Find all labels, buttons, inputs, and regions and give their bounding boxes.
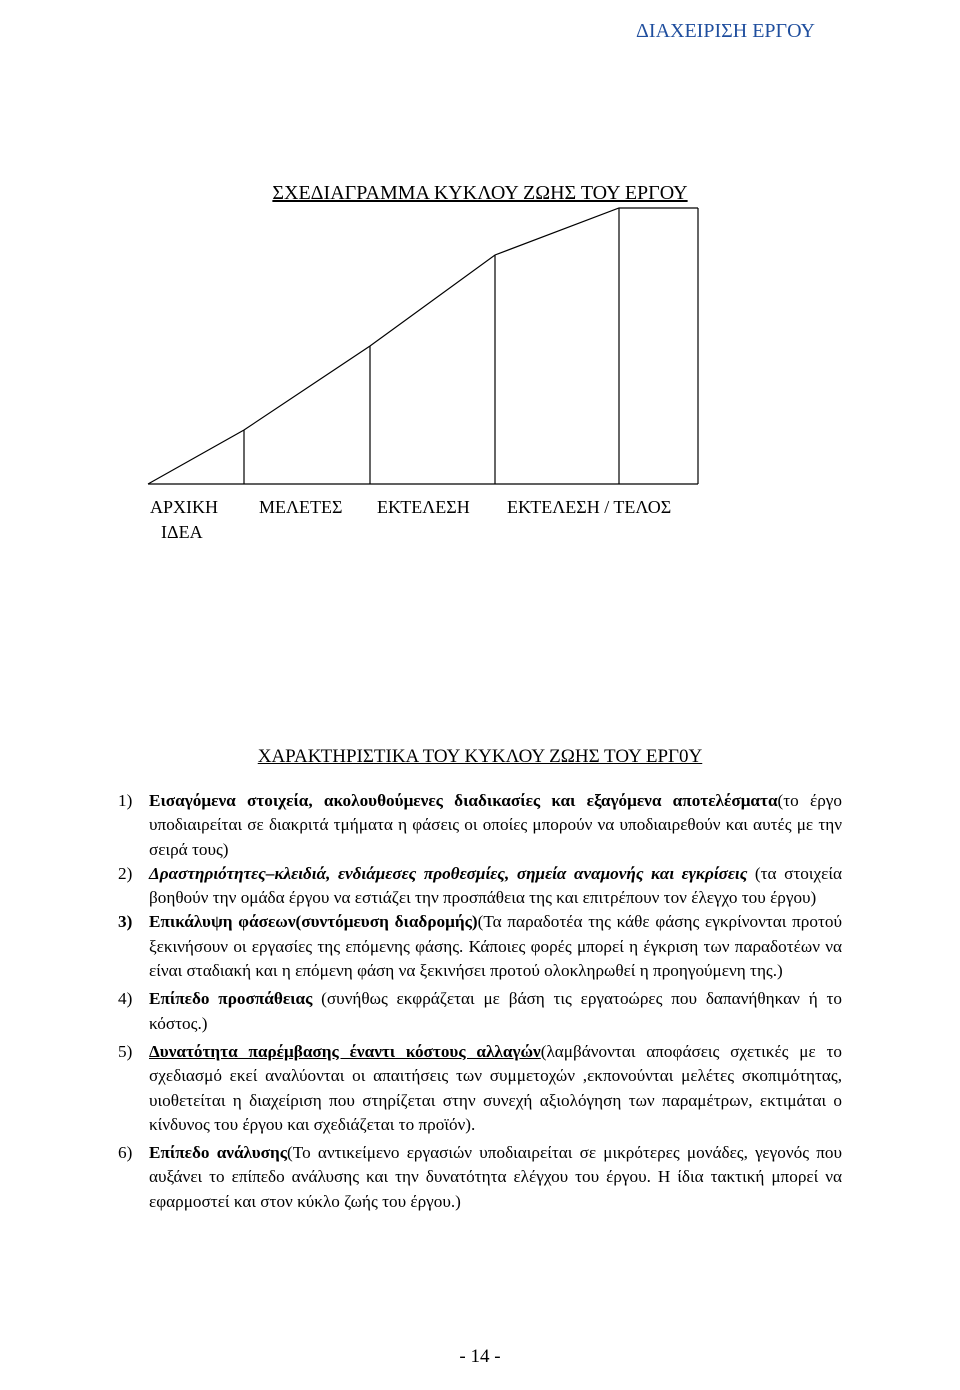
list-item <box>118 910 842 983</box>
list-item-heading: Επίπεδο ανάλυσης <box>149 1143 288 1163</box>
effort-curve <box>148 208 698 484</box>
list-item-number: 2) <box>118 863 133 883</box>
list-item-text: (Τα παραδοτέα της κάθε φάσης εγκρίνονται προτού ξεκινήσουν οι εργασίες της επόμενης φάσης. Κάποιες φορές μπορεί η έγκριση των παραδοτέων να είναι σταδιακή και η επόμενη φάση να ξεκινήσει προτού ολοκληρωθεί η προηγούμενη της.) <box>149 912 842 981</box>
list-item-heading: Δυνατότητα παρέμβασης έναντι κόστους αλλαγών <box>149 1041 541 1061</box>
diagram-title: ΣΧΕΔΙΑΓΡΑΜΜΑ ΚΥΚΛΟΥ ΖΩΗΣ ΤΟΥ ΕΡΓΟΥ <box>272 182 688 204</box>
list-item <box>118 1141 842 1214</box>
list-item-number: 1) <box>118 791 133 810</box>
list-item <box>118 862 842 911</box>
list-item <box>118 987 842 1036</box>
list-item-text: (λαμβάνονται αποφάσεις σχετικές με το σχεδιασμό εκεί αναλύονται οι απαιτήσεις των συμμετοχών ,εκπονούνται μελέτες σκοπιμότητας, υιοθετείται η διαχείριση που στηρίζεται στην συνεχή αξιολόγηση των παραμέτρων, εκτιμάται ο κίνδυνος του έργου και σχεδιάζεται το προϊόν). <box>149 1041 843 1134</box>
phase-label-execution-end: ΕΚΤΕΛΕΣΗ / ΤΕΛΟΣ <box>507 497 672 517</box>
list-item <box>118 1040 842 1137</box>
list-item-heading: Επίπεδο προσπάθειας <box>149 989 313 1009</box>
phase-label-initial: ΑΡΧΙΚΗ <box>150 497 219 517</box>
phase-label-idea: ΙΔΕΑ <box>161 522 203 542</box>
life-cycle-diagram <box>0 0 960 500</box>
list-item-text: (Το αντικείμενο εργασιών υποδιαιρείται σε μικρότερες μονάδες, γεγονός που αυξάνει το επίπεδο ανάλυσης και την δυνατότητα ελέγχου του έργου. Η ίδια τακτική μπορεί να εφαρμοστεί και στον κύκλο ζωής του έργου.) <box>149 1143 842 1211</box>
list-item-text: (το έργο υποδιαιρείται σε διακριτά τμήματα η φάσεις οι οποίες μπορούν να υποδιαιρεθούν και αυτές με την σειρά τους) <box>149 791 842 859</box>
characteristics-list <box>118 789 842 1214</box>
phase-label-execution: ΕΚΤΕΛΕΣΗ <box>377 497 470 517</box>
list-item-heading: Επικάλυψη φάσεων(συντόμευση διαδρομής) <box>149 912 478 932</box>
list-item-number: 3) <box>118 912 133 932</box>
list-item-heading: Εισαγόμενα στοιχεία, ακολουθούμενες διαδικασίες και εξαγόμενα αποτελέσματα <box>149 791 778 810</box>
list-item-number: 4) <box>118 989 133 1009</box>
list-item <box>118 789 842 862</box>
list-item-text: (συνήθως εκφράζεται με βάση τις εργατοώρες που δαπανήθηκαν ή το κόστος.) <box>149 989 842 1033</box>
page-number: - 14 - <box>459 1346 501 1367</box>
list-item-number: 5) <box>118 1041 133 1061</box>
phase-label-studies: ΜΕΛΕΤΕΣ <box>259 497 343 517</box>
list-item-heading: Δραστηριότητες–κλειδιά, ενδιάμεσες προθεσμίες, σημεία αναμονής και εγκρίσεις <box>149 863 748 883</box>
characteristics-title: ΧΑΡΑΚΤΗΡΙΣΤΙΚΑ ΤΟΥ ΚΥΚΛΟΥ ΖΩΗΣ ΤΟΥ ΕΡΓ0Υ <box>257 746 703 767</box>
list-item-number: 6) <box>118 1143 133 1163</box>
header-title: ΔΙΑΧΕΙΡΙΣΗ ΕΡΓΟΥ <box>636 20 815 42</box>
list-item-text: (τα στοιχεία βοηθούν την ομάδα έργου να εστιάζει την προσπάθεια της και επιτρέπουν τον έλεγχο του έργου) <box>149 863 842 908</box>
